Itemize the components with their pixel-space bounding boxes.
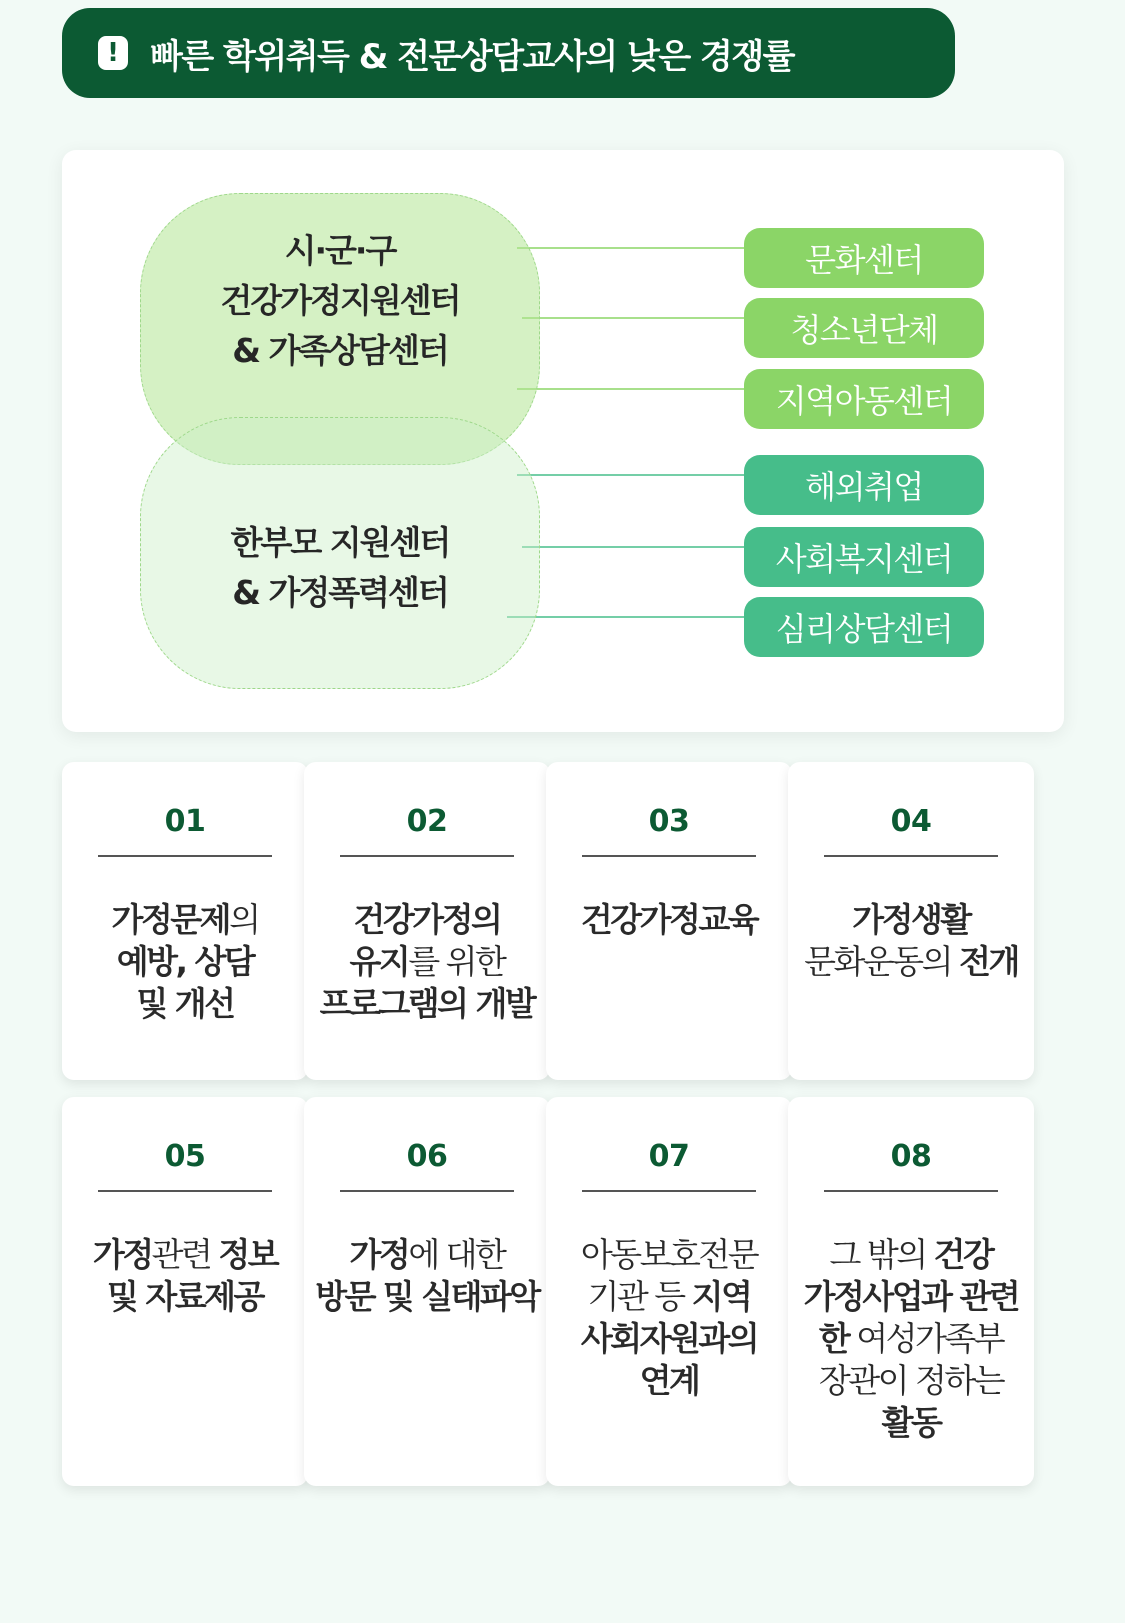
diagram-panel: [62, 150, 1064, 732]
card-06: [304, 1097, 550, 1486]
card-text-line: [550, 899, 788, 941]
card-text-segment: 전개: [959, 942, 1018, 981]
card-number: 03: [648, 804, 690, 839]
card-divider: [98, 855, 272, 857]
card-text: [62, 1234, 308, 1318]
card-divider: [340, 1190, 514, 1192]
card-text-segment: 유지: [349, 942, 409, 981]
card-text: [304, 1234, 550, 1318]
card-08: [788, 1097, 1034, 1486]
card-03: [546, 762, 792, 1080]
tag-welfare-center: 사회복지센터: [744, 527, 984, 587]
card-text: [304, 899, 550, 1025]
card-number: 07: [648, 1139, 690, 1174]
card-text-segment: 의: [229, 900, 259, 939]
group-label: 한부모 지원센터 & 가정폭력센터: [230, 523, 450, 612]
card-text-line: [308, 899, 546, 941]
card-text: [62, 899, 308, 1025]
card-text-segment: 활동: [881, 1403, 941, 1442]
card-text-segment: 여성가족부: [848, 1319, 1004, 1358]
card-text: [788, 1234, 1034, 1444]
card-text-segment: 관련: [151, 1235, 219, 1274]
card-divider: [98, 1190, 272, 1192]
card-text-line: [308, 941, 546, 983]
card-05: [62, 1097, 308, 1486]
exclamation-icon: !: [98, 36, 128, 70]
card-text-line: [792, 1276, 1030, 1318]
card-number: 06: [406, 1139, 448, 1174]
card-number: 05: [164, 1139, 206, 1174]
card-text-line: [550, 1276, 788, 1318]
card-divider: [340, 855, 514, 857]
group-blob-support-centers: [140, 417, 540, 689]
tag-counseling-center: 심리상담센터: [744, 597, 984, 657]
card-text-segment: 방문 및 실태파악: [315, 1277, 539, 1316]
card-02: [304, 762, 550, 1080]
card-text-segment: 프로그램의 개발: [319, 984, 535, 1023]
card-text-line: [792, 899, 1030, 941]
card-text-segment: 건강가정의: [353, 900, 501, 939]
card-number: 01: [164, 804, 206, 839]
card-text-segment: 가정문제: [111, 900, 230, 939]
card-text-segment: 에 대한: [408, 1235, 505, 1274]
card-text-segment: 예방, 상담: [116, 942, 254, 981]
card-text-line: [308, 1276, 546, 1318]
card-divider: [582, 855, 756, 857]
card-text-segment: 정보: [218, 1235, 278, 1274]
card-text-segment: 가정: [349, 1235, 409, 1274]
card-text-line: [792, 1318, 1030, 1360]
card-text-segment: 건강: [933, 1235, 993, 1274]
card-divider: [582, 1190, 756, 1192]
card-text-segment: 가정: [92, 1235, 152, 1274]
card-text-line: [550, 1318, 788, 1360]
card-text-line: [66, 899, 304, 941]
card-text-segment: 한: [818, 1319, 849, 1358]
tag-culture-center: 문화센터: [744, 228, 984, 288]
card-divider: [824, 855, 998, 857]
card-text-segment: 가정생활: [852, 900, 970, 939]
card-text-segment: 문화운동의: [804, 942, 960, 981]
card-text-segment: 지역: [691, 1277, 751, 1316]
card-number: 02: [406, 804, 448, 839]
card-text-line: [550, 1234, 788, 1276]
card-text-segment: 아동보호전문: [580, 1235, 758, 1274]
card-text-segment: 연계: [639, 1361, 699, 1400]
card-text-line: [308, 983, 546, 1025]
card-text-segment: 장관이 정하는: [818, 1361, 1004, 1400]
card-01: [62, 762, 308, 1080]
card-text-line: [66, 983, 304, 1025]
card-text-segment: 건강가정교육: [580, 900, 758, 939]
tag-child-center: 지역아동센터: [744, 369, 984, 429]
card-text-segment: 사회자원과의: [580, 1319, 758, 1358]
card-text-line: [66, 1276, 304, 1318]
tag-youth-org: 청소년단체: [744, 298, 984, 358]
card-text-segment: 를 위한: [408, 942, 505, 981]
card-text-line: [550, 1360, 788, 1402]
card-text-segment: 가정사업과 관련: [803, 1277, 1019, 1316]
card-text-segment: 그 밖의: [829, 1235, 934, 1274]
card-text-segment: 기관 등: [587, 1277, 692, 1316]
card-text-line: [792, 1402, 1030, 1444]
card-04: [788, 762, 1034, 1080]
card-text-line: [792, 1360, 1030, 1402]
tag-overseas-employment: 해외취업: [744, 455, 984, 515]
card-text-segment: 및 개선: [136, 984, 234, 1023]
card-text: [546, 899, 792, 941]
card-number: 04: [890, 804, 932, 839]
card-divider: [824, 1190, 998, 1192]
card-07: [546, 1097, 792, 1486]
card-text: [788, 899, 1034, 983]
group-label: 시·군·구 건강가정지원센터 & 가족상담센터: [220, 231, 460, 370]
card-number: 08: [890, 1139, 932, 1174]
card-text-line: [66, 1234, 304, 1276]
card-text-line: [66, 941, 304, 983]
card-text-line: [792, 1234, 1030, 1276]
header-title: 빠른 학위취득 & 전문상담교사의 낮은 경쟁률: [150, 36, 795, 77]
card-text-line: [792, 941, 1030, 983]
card-text-line: [308, 1234, 546, 1276]
card-text-segment: 및 자료제공: [107, 1277, 263, 1316]
card-text: [546, 1234, 792, 1402]
header-banner: [62, 8, 955, 98]
